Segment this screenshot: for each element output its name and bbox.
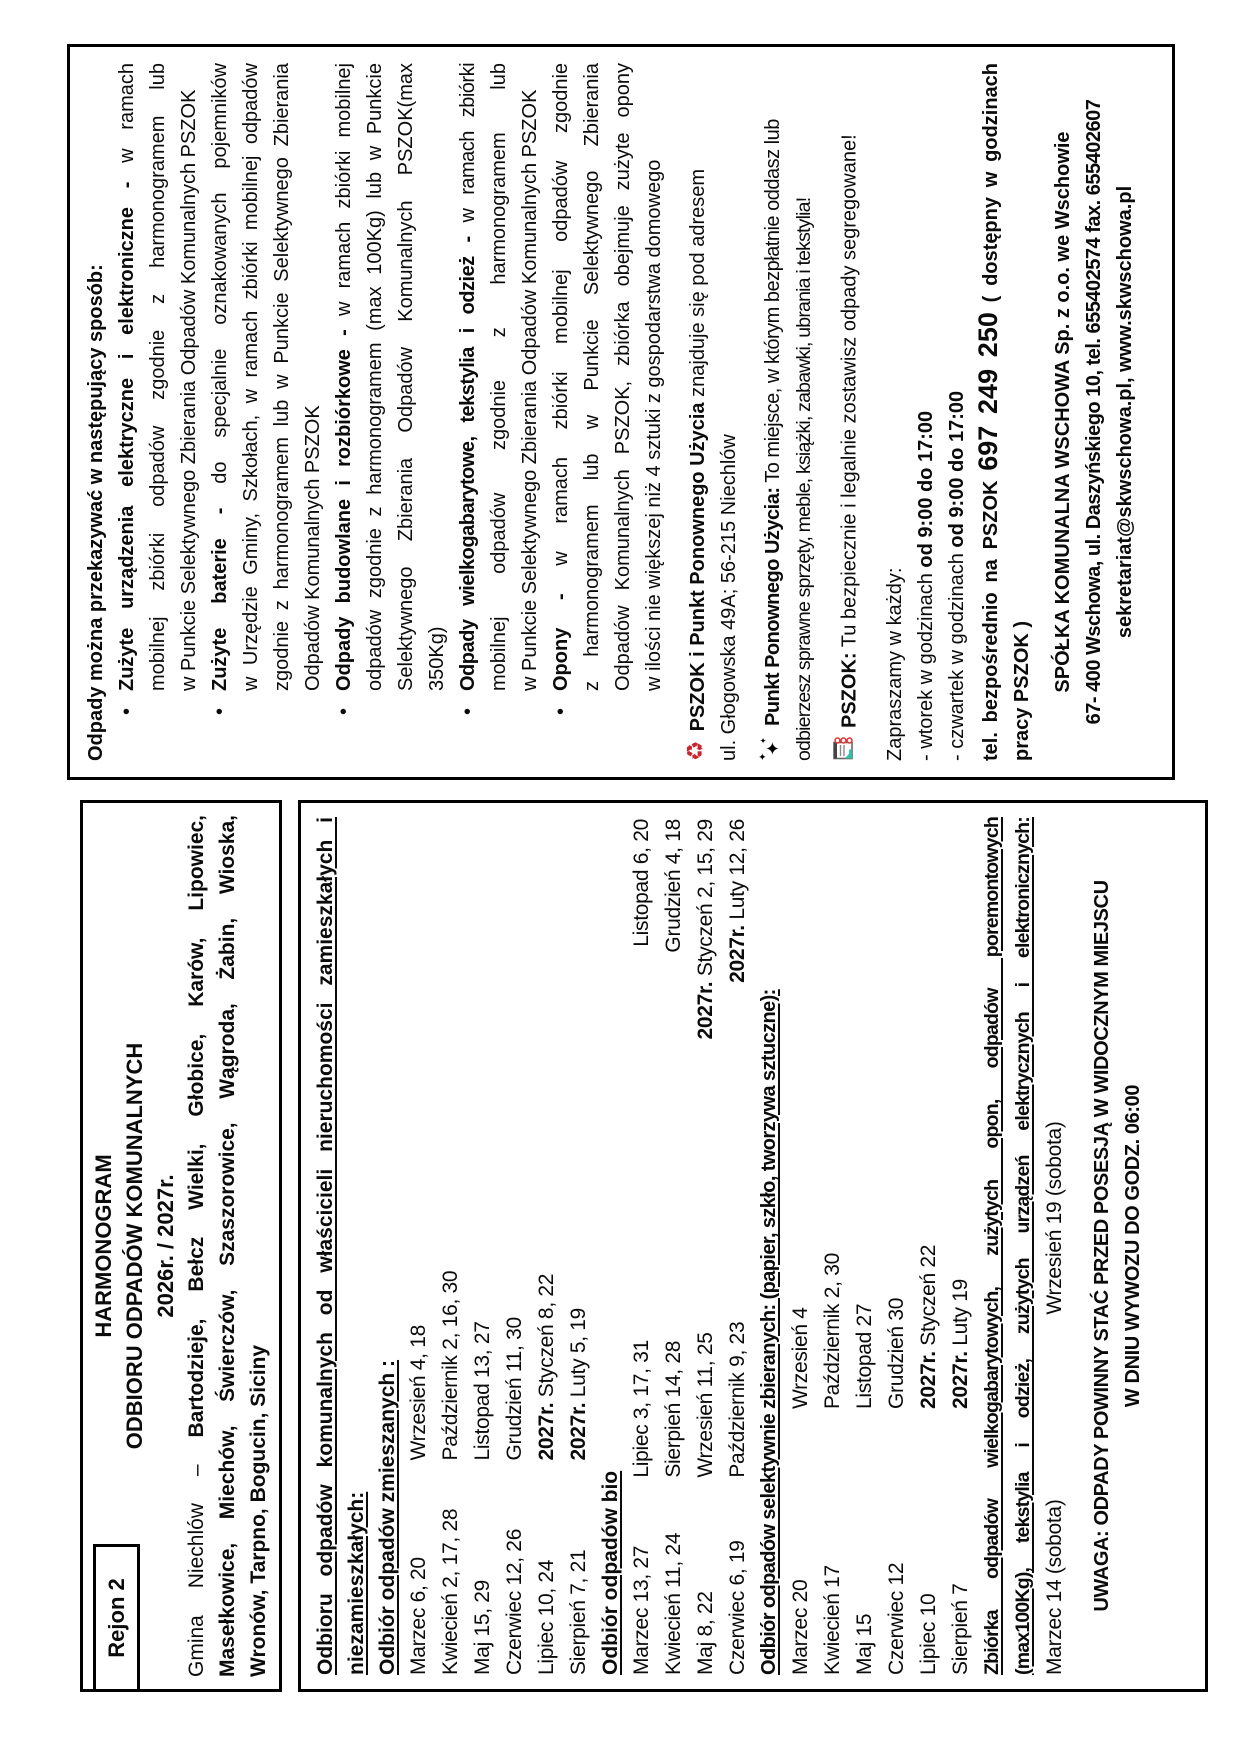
- reuse-point-line-1: ✦ ✦ ✦ Punkt Ponownego Użycia: To miejsce, w którym bezpłatnie oddasz lub: [758, 63, 789, 761]
- bullet-batteries-line-3: zgodnie z harmonogramem lub w Punkcie Selektywnego Zbierania: [271, 63, 293, 691]
- table-row: Marzec 6, 20 Wrzesień 4, 18: [407, 1325, 430, 1675]
- bullet-bulky-line-1: • Odpady wielkogabarytowe, tekstylia i odzież - w ramach zbiórki: [453, 63, 484, 761]
- bullet-construction-line-4: 350Kg): [426, 626, 448, 691]
- bullet-electronics-line-2: mobilnej zbiórki odpadów zgodnie z harmonogramem lub: [147, 63, 169, 691]
- bullet-construction-line-2: odpadów zgodnie z harmonogramem (max 100Kg) lub w Punkcie: [364, 63, 386, 691]
- table-row: Kwiecień 2, 17, 28 Październik 2, 16, 30: [439, 1270, 462, 1675]
- bullet-electronics-line-3: w Punkcie Selektywnego Zbierania Odpadów Komunalnych PSZOK: [178, 89, 200, 691]
- bullet-icon: •: [550, 707, 572, 715]
- region-label: Rejon 2: [103, 1578, 129, 1658]
- phone-line-1: tel. bezpośrednio na PSZOK 697 249 250 ( dostępny w godzinach: [973, 63, 1003, 761]
- pszok-rule-line: PSZOK: Tu bezpiecznie i legalnie zostawisz odpady segregowane!: [833, 63, 867, 761]
- bullet-construction-line-3: Selektywnego Zbierania Odpadów Komunalnych PSZOK(max: [395, 63, 417, 691]
- title-line-3: 2026r. / 2027r.: [153, 1174, 178, 1318]
- pszok-address-line-2: ul. Głogowska 49A; 56-215 Niechlów: [718, 434, 740, 761]
- bulky-waste-title-line-2: (max100Kg), tekstylia i odzież, zużytych urządzeń elektrycznych i elektronicznych:: [1012, 817, 1034, 1675]
- phone-line-2: pracy PSZOK ): [1011, 620, 1033, 761]
- bullet-construction-line-1: • Odpady budowlane i rozbiórkowe - w ramach zbiórki mobilnej: [329, 63, 360, 761]
- table-row: Lipiec 10, 24 2027r. Styczeń 8, 22: [535, 1273, 558, 1675]
- company-email-line: sekretariat@skwschowa.pl, www.skwschowa.pl: [1114, 185, 1136, 639]
- recycling-icon: ♻: [683, 740, 710, 761]
- bullet-batteries-line-2: w Urzędzie Gminy, Szkołach, w ramach zbiórki mobilnej odpadów: [240, 63, 262, 691]
- title-line-2: ODBIORU ODPADÓW KOMUNALNYCH: [122, 1042, 147, 1450]
- sparkles-icon: ✦ ✦ ✦: [757, 737, 784, 761]
- table-row: Sierpień 7 2027r. Luty 19: [949, 1278, 972, 1675]
- info-heading: Odpady można przekazywać w następujący sposób:: [85, 264, 107, 761]
- bullet-icon: •: [209, 707, 231, 715]
- bullet-icon: •: [333, 707, 355, 715]
- schedule-box: [298, 800, 1208, 1692]
- table-row: Maj 8, 22 Wrzesień 11, 25 2027r. Styczeń 2, 15, 29: [694, 819, 717, 1675]
- company-address-line: 67- 400 Wschowa, ul. Daszyńskiego 10, tel. 655402574 fax. 655402607: [1083, 99, 1105, 725]
- hours-thursday-line: - czwartek w godzinach od 9:00 do 17:00: [946, 390, 968, 761]
- region-label-box: [93, 1544, 140, 1692]
- table-row: Kwiecień 17 Październik 2, 30: [821, 1253, 844, 1675]
- company-name-line: SPÓŁKA KOMUNALNA WSCHOWA Sp. z o.o. we Wschowie: [1052, 131, 1074, 693]
- bullet-tires-line-3: Odpadów Komunalnych PSZOK, zbiórka obejmuje zużyte opony: [612, 63, 634, 691]
- bullet-icon: •: [116, 707, 138, 715]
- schedule-intro-line-1: Odbioru odpadów komunalnych od właścicieli nieruchomości zamieszkałych i: [314, 817, 337, 1675]
- bio-waste-title: Odbiór odpadów bio: [599, 1470, 622, 1675]
- schedule-header-box: [80, 800, 282, 1692]
- bullet-tires-line-4: w ilości nie większej niż 4 sztuki z gospodarstwa domowego: [643, 159, 665, 691]
- table-row: Marzec 14 (sobota) Wrzesień 19 (sobota): [1043, 1121, 1066, 1675]
- bulky-waste-title-line-1: Zbiórka odpadów wielkogabarytowych, zużytych opon, odpadów poremontowych: [981, 817, 1003, 1675]
- table-row: Marzec 20 Wrzesień 4: [789, 1307, 812, 1675]
- bullet-bulky-line-3: w Punkcie Selektywnego Zbierania Odpadów Komunalnych PSZOK: [519, 89, 541, 691]
- info-box: [67, 44, 1175, 780]
- bullet-batteries-line-1: • Zużyte baterie - do specjalnie oznakowanych pojemników: [205, 63, 236, 761]
- table-row: Czerwiec 12 Grudzień 30: [885, 1297, 908, 1675]
- selective-waste-title: Odbiór odpadów selektywnie zbieranych: (papier, szkło, tworzywa sztuczne):: [758, 989, 780, 1675]
- table-row: Maj 15, 29 Listopad 13, 27: [471, 1321, 494, 1675]
- reuse-point-line-2: odbierzesz sprawne sprzęty, meble, książki, zabawki, ubrania i tekstylia!: [793, 197, 815, 761]
- table-row: Czerwiec 6, 19 Październik 9, 23 2027r. Luty 12, 26: [726, 819, 749, 1675]
- notice-line-1: UWAGA: ODPADY POWINNY STAĆ PRZED POSESJĄ W WIDOCZNYM MIEJSCU: [1091, 880, 1113, 1612]
- bullet-bulky-line-2: mobilnej odpadów zgodnie z harmonogramem lub: [488, 63, 510, 691]
- table-row: Sierpień 7, 21 2027r. Luty 5, 19: [567, 1307, 590, 1675]
- pszok-address-line-1: ♻PSZOK i Punkt Ponownego Użycia znajduje się pod adresem: [683, 168, 710, 761]
- hours-tuesday-line: - wtorek w godzinach od 9:00 do 17:00: [915, 410, 937, 761]
- pszok-bins-icon: [831, 737, 865, 761]
- table-row: Kwiecień 11, 24 Sierpień 14, 28 Grudzień 4, 18: [662, 819, 685, 1675]
- pszok-phone-number: 697 249 250: [973, 312, 1003, 471]
- table-row: Czerwiec 12, 26 Grudzień 11, 30: [503, 1317, 526, 1675]
- municipality-line-1: Gmina Niechlów – Bartodzieje, Bełcz Wielki, Głobice, Karów, Lipowiec,: [185, 814, 208, 1677]
- invitation-line: Zapraszamy w każdy:: [884, 567, 906, 761]
- municipality-line-3: Wronów, Tarpno, Bogucin, Siciny: [247, 1344, 270, 1677]
- municipality-line-2: Masełkowice, Miechów, Świerczów, Szaszorowice, Wągroda, Żabin, Wioska,: [216, 815, 239, 1677]
- bullet-electronics-line-1: • Zużyte urządzenia elektryczne i elektroniczne - w ramach: [112, 63, 143, 761]
- bullet-icon: •: [457, 708, 479, 715]
- mixed-waste-title: Odbiór odpadów zmieszanych :: [376, 1359, 399, 1675]
- bullet-tires-line-1: • Opony - w ramach zbiórki mobilnej odpadów zgodnie: [546, 63, 577, 761]
- table-row: Lipiec 10 2027r. Styczeń 22: [917, 1244, 940, 1675]
- notice-line-2: W DNIU WYWOZU DO GODZ. 06:00: [1122, 1084, 1144, 1408]
- table-row: Maj 15 Listopad 27: [853, 1303, 876, 1675]
- schedule-intro-line-2: niezamieszkałych:: [345, 1491, 368, 1675]
- title-line-1: HARMONOGRAM: [91, 1154, 116, 1338]
- bullet-tires-line-2: z harmonogramem lub w Punkcie Selektywnego Zbierania: [581, 63, 603, 691]
- table-row: Marzec 13, 27 Lipiec 3, 17, 31 Listopad 6, 20: [630, 819, 653, 1675]
- bullet-batteries-line-4: Odpadów Komunalnych PSZOK: [302, 405, 324, 691]
